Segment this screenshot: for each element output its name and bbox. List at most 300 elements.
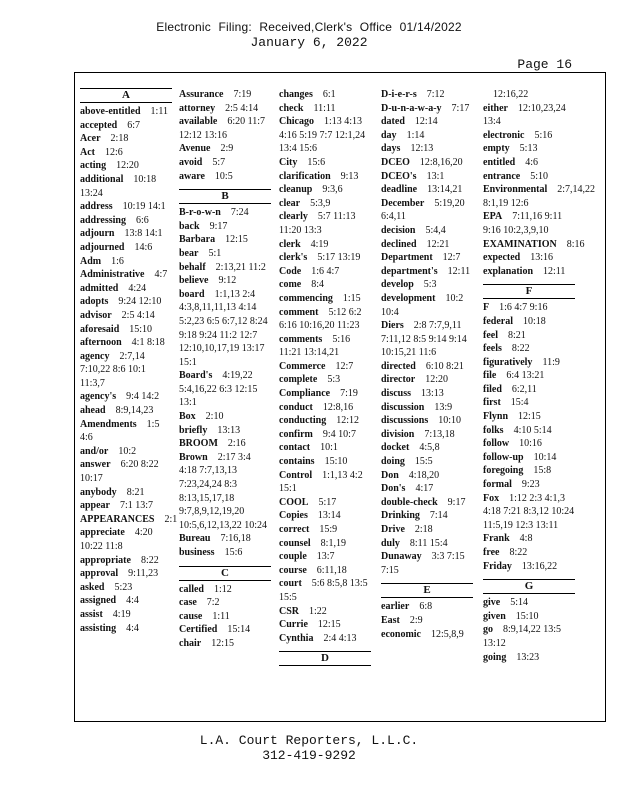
index-term: Administrative <box>80 269 145 281</box>
index-references: 8:22 <box>511 343 530 355</box>
index-references: 1:12 <box>214 583 232 595</box>
index-term: Copies <box>279 510 308 522</box>
index-entry <box>80 173 172 200</box>
index-references: 11:11 <box>313 102 336 114</box>
index-references: 10:14 <box>533 451 557 463</box>
index-references: 15:10 <box>515 610 539 622</box>
index-term: approval <box>80 568 119 580</box>
index-term: Drive <box>381 524 405 535</box>
index-references: 15:6 <box>224 547 243 558</box>
index-term: Diers <box>381 320 404 332</box>
index-references: 12:8,16 <box>322 401 354 413</box>
index-term: division <box>381 428 415 440</box>
index-entry <box>279 441 371 455</box>
index-entry <box>381 142 473 156</box>
index-entry <box>279 632 371 646</box>
index-term: contact <box>279 442 311 454</box>
index-references: 8:22 <box>509 547 528 558</box>
index-term: believe <box>179 275 209 287</box>
index-entry <box>279 251 371 265</box>
section-letter: A <box>80 88 172 103</box>
index-term: address <box>80 201 113 213</box>
index-entry <box>381 496 473 510</box>
index-references: 2:7,14,22 8:1,19 12:6 <box>483 184 596 209</box>
index-entry <box>179 142 271 156</box>
index-term: Certified <box>179 624 218 636</box>
index-entry <box>279 373 371 387</box>
index-references: 8:16 <box>566 238 585 250</box>
index-references: 13:8 14:1 <box>124 228 163 240</box>
index-term: empty <box>483 143 510 155</box>
index-term: earlier <box>381 601 410 613</box>
index-entry <box>381 441 473 455</box>
index-entry <box>179 532 271 546</box>
index-references: 13:13 <box>421 388 444 400</box>
index-references: 2:1 <box>164 513 178 525</box>
index-references: 4:18,20 <box>408 469 440 481</box>
index-entry <box>279 265 371 279</box>
index-entry <box>279 537 371 551</box>
index-term: discussion <box>381 401 425 413</box>
index-term: Fox <box>483 492 500 504</box>
index-references: 7:13,18 <box>424 428 455 440</box>
index-entry <box>179 437 271 451</box>
index-term: clarification <box>279 170 331 182</box>
index-references: 5:16 <box>534 129 553 141</box>
index-references: 12:8,16,20 <box>419 156 463 168</box>
index-entry <box>80 241 172 255</box>
index-references: 1:22 <box>309 605 327 617</box>
index-entry <box>179 424 271 438</box>
index-entry <box>80 159 172 173</box>
index-references: 4:1 8:18 <box>131 337 165 349</box>
index-entry <box>483 610 575 624</box>
index-entry <box>179 288 271 370</box>
index-references: 10:1 <box>320 442 338 454</box>
index-term: bear <box>179 247 199 259</box>
index-term: admitted <box>80 282 119 294</box>
index-references: 5:12 6:2 6:16 10:16,20 11:23 <box>279 306 362 332</box>
index-references: 12:21 <box>426 238 450 250</box>
index-entry <box>483 410 575 424</box>
index-term: Friday <box>483 560 512 572</box>
index-entry <box>483 342 575 356</box>
index-term: come <box>279 279 302 291</box>
index-references: 7:1 13:7 <box>120 500 154 512</box>
index-entry <box>80 227 172 241</box>
index-references: 13:9 <box>434 401 453 413</box>
index-references: 12:10,23,24 13:4 <box>483 102 566 128</box>
index-term: development <box>381 292 436 304</box>
index-references: 2:4 4:13 <box>323 632 357 644</box>
index-references: 5:14 <box>510 597 528 609</box>
index-references: 2:18 <box>414 524 433 535</box>
index-entry <box>483 396 575 410</box>
index-references: 7:17 <box>451 102 470 114</box>
index-references: 5:7 11:13 11:20 13:3 <box>279 211 356 236</box>
index-term: correct <box>279 524 310 535</box>
index-term: foregoing <box>483 465 524 477</box>
index-term: anybody <box>80 486 117 498</box>
index-entry <box>279 564 371 578</box>
index-term: clerk <box>279 238 301 250</box>
index-entry <box>179 206 271 220</box>
index-references: 13:14,21 <box>427 184 463 196</box>
index-entry <box>381 251 473 265</box>
index-term: Commerce <box>279 360 326 372</box>
index-references: 5:6 8:5,8 13:5 15:5 <box>279 578 368 603</box>
index-term: behalf <box>179 261 206 273</box>
index-term: either <box>483 102 508 114</box>
index-references: 12:11 <box>447 265 471 277</box>
index-entry <box>483 623 575 650</box>
index-term: additional <box>80 173 124 185</box>
index-entry <box>381 509 473 523</box>
index-entry <box>483 329 575 343</box>
index-term: briefly <box>179 424 208 436</box>
index-term: Barbara <box>179 234 216 246</box>
index-references: 2:5 4:14 <box>121 309 155 321</box>
index-references: 4:19 <box>310 238 329 250</box>
index-term: economic <box>381 628 421 640</box>
index-references: 5:4,4 <box>425 224 446 236</box>
index-references: 10:19 14:1 <box>122 201 166 213</box>
index-term: cleanup <box>279 184 313 196</box>
index-references: 12:11 <box>543 265 566 277</box>
index-references: 1:13 4:13 4:16 5:19 7:7 12:1,24 13:4 15:6 <box>279 116 366 155</box>
index-references: 4:20 10:22 11:8 <box>80 527 153 552</box>
index-references: 14:6 <box>134 241 153 253</box>
index-term: folks <box>483 424 504 436</box>
index-entry <box>381 183 473 197</box>
index-entry <box>483 424 575 438</box>
index-entry <box>279 387 371 401</box>
index-entry <box>483 183 596 210</box>
index-term: follow-up <box>483 451 524 463</box>
index-references: 8:1,19 <box>320 537 346 549</box>
index-term: first <box>483 397 501 409</box>
index-entry <box>80 295 172 309</box>
index-entry <box>179 451 271 533</box>
index-term: adopts <box>80 296 109 308</box>
index-term: Dunaway <box>381 551 422 563</box>
index-entry <box>483 315 575 329</box>
index-references: 4:19 <box>112 608 131 620</box>
index-references: 1:1,13 2:4 4:3,8,11,11,13 4:14 5:2,23 6:5 6:7,12 8:24 9:18 9:24 11:2 12:7 12:10,10,17,19 13:17 15:1 <box>179 288 268 368</box>
index-term: duly <box>381 537 400 549</box>
index-entry <box>381 319 473 360</box>
index-entry <box>483 464 575 478</box>
index-entry <box>381 102 473 116</box>
index-term: entrance <box>483 170 521 182</box>
index-term: feel <box>483 329 498 341</box>
index-references: 5:3 <box>423 279 437 291</box>
index-term: changes <box>279 89 313 100</box>
index-references: 1:6 4:7 <box>311 265 340 277</box>
index-references: 9:12 <box>218 275 237 287</box>
index-entry <box>80 418 172 445</box>
index-references: 1:12 2:3 4:1,3 4:18 7:21 8:3,12 10:24 11:5,19 12:3 13:11 <box>483 492 575 531</box>
index-entry <box>381 428 473 442</box>
index-term: East <box>381 614 400 626</box>
index-term: December <box>381 197 425 209</box>
index-term: docket <box>381 442 410 454</box>
index-references: 13:7 <box>316 551 335 563</box>
index-term: Brown <box>179 451 208 463</box>
word-index-frame <box>74 72 606 722</box>
index-term: F <box>483 302 490 314</box>
index-references: 10:10 <box>438 415 462 427</box>
index-entry <box>279 509 371 523</box>
index-references: 15:14 <box>227 624 251 636</box>
index-term: director <box>381 374 416 386</box>
index-term: court <box>279 578 302 590</box>
index-references: 7:16,18 <box>220 533 251 545</box>
index-references: 7:2 <box>206 597 220 609</box>
index-references: 4:17 <box>415 483 434 495</box>
index-term: Frank <box>483 533 510 545</box>
index-entry <box>80 214 172 228</box>
index-term: department's <box>381 265 438 277</box>
index-term: Box <box>179 411 196 423</box>
index-entry <box>483 156 575 170</box>
index-references: 5:7 <box>212 156 226 168</box>
index-entry <box>279 401 371 415</box>
index-references: 12:20 <box>116 160 139 172</box>
index-term: Don <box>381 469 399 481</box>
index-term: appear <box>80 500 110 512</box>
index-entry <box>179 610 271 624</box>
index-entry <box>80 309 172 323</box>
index-term: Compliance <box>279 388 331 400</box>
index-references: 1:6 4:7 9:16 <box>499 302 548 314</box>
index-entry <box>179 233 271 247</box>
index-entry <box>179 274 271 288</box>
index-term: federal <box>483 315 513 327</box>
index-term: Acer <box>80 133 101 145</box>
index-entry <box>279 156 371 170</box>
index-entry <box>80 513 178 527</box>
index-entry <box>381 197 473 224</box>
index-term: advisor <box>80 309 112 321</box>
index-term: above-entitled <box>80 106 141 117</box>
index-entry <box>381 373 473 387</box>
index-entry <box>279 360 371 374</box>
index-entry <box>279 469 371 496</box>
index-references: 6:20 8:22 10:17 <box>80 459 159 485</box>
index-term: explanation <box>483 265 534 277</box>
index-term: CSR <box>279 605 300 617</box>
index-entry <box>381 600 473 614</box>
index-entry <box>179 115 271 142</box>
index-references: 1:1,13 4:2 15:1 <box>279 469 363 495</box>
index-references: 1:6 <box>111 255 124 267</box>
index-references: 8:9,14,23 <box>115 405 154 417</box>
index-term: days <box>381 143 401 155</box>
index-term: entitled <box>483 156 516 168</box>
index-term: confirm <box>279 428 313 440</box>
index-term: day <box>381 129 397 141</box>
index-term: give <box>483 597 501 609</box>
index-entry <box>80 445 172 459</box>
index-references: 4:24 <box>128 282 147 294</box>
index-references: 5:13 <box>519 143 538 155</box>
index-term: comments <box>279 333 323 345</box>
section-letter: G <box>483 579 575 594</box>
index-term: declined <box>381 238 417 250</box>
index-references: 6:4 13:21 <box>506 370 545 382</box>
index-term: Cynthia <box>279 632 314 644</box>
index-entry <box>80 119 172 133</box>
index-references: 2:8 7:7,9,11 7:11,12 8:5 9:14 9:14 10:15,21 11:6 <box>381 320 467 359</box>
index-entry <box>279 88 371 102</box>
index-references: 7:19 <box>340 388 358 400</box>
index-references: 10:16 <box>519 438 542 450</box>
index-entry <box>483 210 575 237</box>
index-term: Board's <box>179 370 213 382</box>
index-term: Act <box>80 146 95 158</box>
index-column-5 <box>483 88 596 664</box>
index-references: 4:8 <box>519 533 533 545</box>
index-references: 6:8 <box>419 601 433 613</box>
index-references: 12:6 <box>105 146 123 158</box>
index-term: chair <box>179 637 202 649</box>
index-entry <box>279 523 371 537</box>
index-references: 13:23 <box>516 651 540 663</box>
index-term: acting <box>80 160 107 172</box>
index-term: avoid <box>179 156 203 168</box>
index-entry <box>381 156 473 170</box>
index-references: 12:7 <box>335 360 354 372</box>
index-references: 12:16,22 <box>493 89 529 100</box>
index-term: board <box>179 288 205 300</box>
index-references: 2:17 3:4 4:18 7:7,13,13 7:23,24,24 8:3 8:13,15,17,18 9:7,8,9,12,19,20 10:5,6,12,13,22 10:24 <box>179 451 268 531</box>
index-references: 2:18 <box>110 133 129 145</box>
index-term: accepted <box>80 119 118 131</box>
index-entry <box>279 115 371 156</box>
section-letter: D <box>279 651 371 666</box>
index-term: counsel <box>279 537 311 549</box>
index-entry <box>179 156 271 170</box>
index-entry <box>279 455 371 469</box>
index-entry <box>483 265 575 279</box>
index-entry <box>80 554 172 568</box>
index-entry <box>80 622 172 636</box>
index-references: 4:4 <box>126 595 139 607</box>
index-references: 5:16 11:21 13:14,21 <box>279 333 351 359</box>
index-references: 5:17 <box>318 496 337 508</box>
index-entry <box>80 594 172 608</box>
index-references: 10:18 13:24 <box>80 173 157 199</box>
index-entry <box>483 251 575 265</box>
index-term: Avenue <box>179 143 211 155</box>
index-entry <box>80 350 172 391</box>
index-term: aware <box>179 170 205 182</box>
index-entry <box>179 546 271 560</box>
index-references: 15:10 <box>324 456 348 468</box>
index-term: attorney <box>179 102 216 114</box>
index-references: 7:19 <box>233 89 252 100</box>
index-entry <box>179 637 271 651</box>
index-column-1 <box>80 88 178 635</box>
index-references: 8:4 <box>311 279 324 291</box>
index-entry <box>279 292 371 306</box>
index-term: available <box>179 116 218 128</box>
index-references: 9:4 14:2 <box>126 391 160 403</box>
index-entry <box>80 581 172 595</box>
index-term: ahead <box>80 405 106 417</box>
index-entry <box>179 583 271 597</box>
index-references: 15:8 <box>533 465 552 477</box>
index-references: 12:7 <box>442 252 461 264</box>
index-references: 13:16,22 <box>521 560 558 572</box>
index-references: 5:19,20 6:4,11 <box>381 197 465 223</box>
index-entry <box>483 451 575 465</box>
index-references: 15:9 <box>319 524 338 535</box>
index-references: 2:9 <box>220 143 234 155</box>
index-term: clearly <box>279 211 308 223</box>
index-term: file <box>483 370 497 382</box>
index-references: 7:14 <box>429 510 448 522</box>
index-term: figuratively <box>483 356 533 368</box>
index-entry <box>279 170 371 184</box>
index-references: 6:2,11 <box>511 383 537 395</box>
index-term: follow <box>483 438 510 450</box>
index-references: 2:5 4:14 <box>225 102 259 114</box>
index-references: 4:7 <box>154 269 168 281</box>
index-term: course <box>279 564 307 576</box>
index-term: case <box>179 597 197 609</box>
page-number: Page 16 <box>517 57 572 72</box>
index-entry <box>483 383 575 397</box>
index-references: 12:15 <box>317 619 341 631</box>
index-entry <box>179 170 271 184</box>
index-entry <box>381 455 473 469</box>
index-term: Don's <box>381 483 406 495</box>
index-entry <box>381 537 473 551</box>
index-term: BROOM <box>179 438 218 450</box>
index-term: Chicago <box>279 116 314 128</box>
index-term: develop <box>381 279 414 291</box>
index-term: Drinking <box>381 510 420 522</box>
index-entry <box>179 623 271 637</box>
section-letter: C <box>179 566 271 581</box>
index-entry <box>80 105 172 119</box>
section-letter: E <box>381 583 473 598</box>
index-term: APPEARANCES <box>80 513 155 525</box>
index-term: couple <box>279 551 307 563</box>
index-term: check <box>279 102 304 114</box>
index-entry <box>381 614 473 628</box>
index-entry <box>279 102 371 116</box>
index-term: double-check <box>381 496 438 508</box>
index-entry <box>279 605 371 619</box>
index-entry <box>279 238 371 252</box>
index-entry <box>483 560 575 574</box>
index-entry <box>483 546 575 560</box>
index-references: 9:11,23 <box>128 568 159 580</box>
index-entry <box>381 129 473 143</box>
index-entry <box>179 88 271 102</box>
index-entry <box>80 268 172 282</box>
index-term: appreciate <box>80 527 125 539</box>
index-entry <box>381 523 473 537</box>
reporter-phone: 312-419-9292 <box>262 748 356 763</box>
index-term: DCEO's <box>381 170 417 182</box>
index-references: 1:15 <box>342 292 361 304</box>
index-entry <box>80 132 172 146</box>
index-entry <box>279 183 371 197</box>
